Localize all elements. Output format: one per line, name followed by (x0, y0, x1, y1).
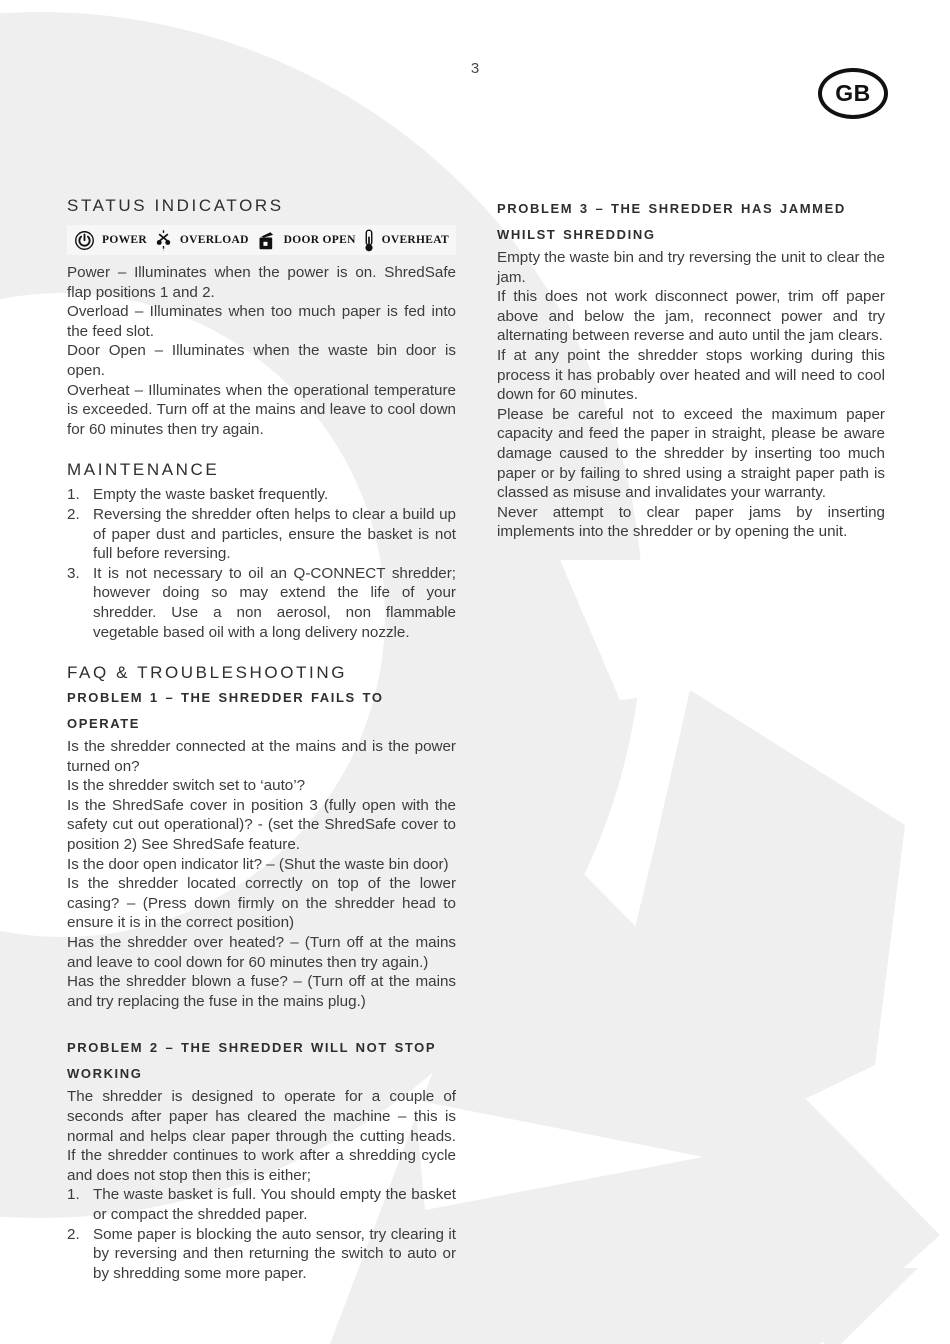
faq-paragraph: Is the door open indicator lit? – (Shut the waste bin door) (67, 855, 449, 873)
indicator-overheat (363, 229, 449, 252)
maintenance-heading: MAINTENANCE (67, 460, 220, 480)
faq-heading: FAQ & TROUBLESHOOTING (67, 663, 348, 683)
list-number: 1. (67, 1186, 80, 1204)
indicator-label: DOOR OPEN (283, 234, 356, 246)
indicator-overload (154, 229, 249, 252)
list-item (67, 485, 456, 505)
list-number: 1. (67, 486, 80, 504)
page-number: 3 (470, 60, 480, 77)
status-indicators-heading: STATUS INDICATORS (67, 196, 284, 215)
list-text: The waste basket is full. You should empty the basket or compact the shredded paper. (93, 1186, 456, 1223)
status-paragraph: Overheat – Illuminates when the operational temperature is exceeded. Turn off at the mains and leave to cool down for 60 minutes then try again. (67, 381, 456, 438)
problem3-paragraph: If at any point the shredder stops working during this process it has probably over heated and will need to cool down for 60 minutes. (497, 346, 885, 404)
problem3-heading: PROBLEM 3 – THE SHREDDER HAS JAMMED WHILST SHREDDING (497, 201, 846, 242)
faq-paragraph: Is the shredder located correctly on top of the lower casing? – (Press down firmly on the shredder head to ensure it is in the correct position) (67, 875, 456, 932)
status-indicator-bar (67, 225, 456, 255)
list-number: 2. (67, 505, 80, 523)
list-item (67, 1225, 456, 1284)
overload-icon (154, 229, 173, 252)
problem3-paragraph: Please be careful not to exceed the maximum paper capacity and feed the paper in straight, please be aware damage caused to the shredder by inserting too much paper or by failing to shred using a straight paper path is classed as misuse and invalidates your warranty. (497, 405, 885, 502)
status-paragraph: Power – Illuminates when the power is on. ShredSafe flap positions 1 and 2. (67, 264, 456, 301)
list-item (67, 505, 456, 564)
right-column (497, 196, 885, 542)
list-number: 3. (67, 564, 80, 582)
list-text: It is not necessary to oil an Q-CONNECT shredder; however doing so may extend the life of your shredder. Use a non aerosol, non flammable vegetable based oil with a long delivery nozzle. (93, 564, 456, 641)
list-number: 2. (67, 1225, 80, 1243)
gb-badge-label: GB (835, 80, 871, 106)
faq-paragraph: Is the shredder connected at the mains and is the power turned on? (67, 738, 456, 775)
status-paragraph: Door Open – Illuminates when the waste bin door is open. (67, 342, 456, 379)
faq-section (67, 663, 456, 1283)
faq-paragraph: Has the shredder blown a fuse? – (Turn off at the mains and try replacing the fuse in the mains plug.) (67, 973, 456, 1010)
list-text: Reversing the shredder often helps to clear a build up of paper dust and particles, ensure the basket is not full before reversing. (93, 505, 456, 563)
status-indicators-section (67, 196, 456, 439)
status-paragraph: Overload – Illuminates when too much paper is fed into the feed slot. (67, 303, 456, 340)
list-text: Some paper is blocking the auto sensor, try clearing it by reversing and then returning the switch to auto or by shredding some more paper. (93, 1225, 456, 1282)
power-icon (74, 230, 95, 251)
problem3-paragraph: If this does not work disconnect power, trim off paper above and below the jam, reconnect power and try alternating between reverse and auto until the jam clears. (497, 288, 885, 345)
faq-paragraph: Has the shredder over heated? – (Turn off at the mains and leave to cool down for 60 minutes then try again.) (67, 934, 456, 971)
problem3-paragraph: Never attempt to clear paper jams by inserting implements into the shredder or by opening the unit. (497, 503, 885, 541)
indicator-power (74, 230, 147, 251)
maintenance-section (67, 460, 456, 642)
list-item (67, 1185, 456, 1224)
faq-paragraph: Is the ShredSafe cover in position 3 (fully open with the safety cut out operational)? - (set the ShredSafe cover to position 2) See ShredSafe feature. (67, 796, 456, 854)
problem1-heading: PROBLEM 1 – THE SHREDDER FAILS TO OPERATE (67, 690, 384, 732)
indicator-door-open (256, 230, 356, 251)
indicator-label: OVERLOAD (179, 234, 249, 246)
problem2-heading: PROBLEM 2 – THE SHREDDER WILL NOT STOP WORKING (67, 1040, 436, 1082)
indicator-label: OVERHEAT (381, 234, 449, 246)
problem3-paragraph: Empty the waste bin and try reversing the unit to clear the jam. (497, 249, 885, 286)
list-item (67, 564, 456, 642)
list-text: Empty the waste basket frequently. (93, 486, 329, 504)
gb-country-badge (818, 68, 888, 119)
overheat-icon (363, 229, 375, 252)
indicator-label: POWER (102, 234, 147, 246)
faq-paragraph: Is the shredder switch set to ‘auto’? (67, 777, 306, 795)
door-open-icon (256, 230, 277, 251)
left-column (67, 196, 456, 1283)
problem2-intro: The shredder is designed to operate for a couple of seconds after paper has cleared the machine – this is normal and helps clear paper through the cutting heads. If the shredder continues to work after a shredding cycle and does not stop then this is either; (67, 1088, 456, 1184)
